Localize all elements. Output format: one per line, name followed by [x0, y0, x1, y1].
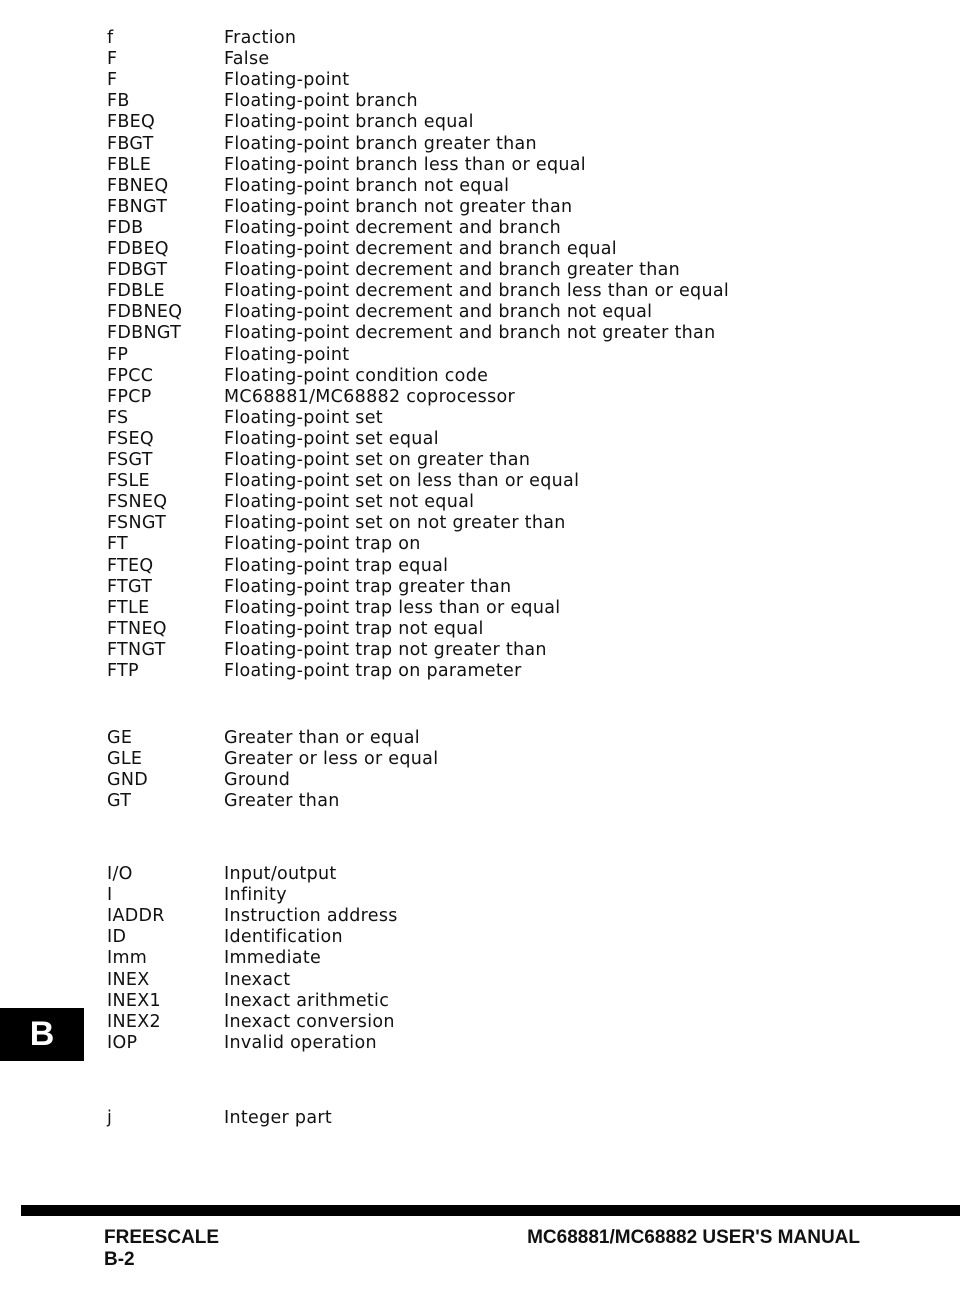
entry-description: Floating-point trap not equal: [224, 618, 484, 639]
entry-abbreviation: FT: [107, 534, 129, 555]
entry-description: Floating-point branch greater than: [224, 133, 537, 154]
entry-description: Invalid operation: [224, 1032, 377, 1053]
entry-description: MC68881/MC68882 coprocessor: [224, 386, 516, 407]
entry-description: Floating-point decrement and branch not equal: [224, 302, 653, 323]
entry-abbreviation: ID: [107, 927, 127, 948]
glossary-entry: [0, 661, 980, 682]
entry-description: Floating-point branch not equal: [224, 175, 510, 196]
entry-abbreviation: FDB: [107, 217, 144, 238]
entry-abbreviation: FPCC: [107, 365, 154, 386]
glossary-entry: [0, 534, 980, 555]
entry-description: Inexact conversion: [224, 1011, 395, 1032]
entry-description: Floating-point trap on parameter: [224, 661, 522, 681]
entry-abbreviation: GT: [107, 791, 132, 812]
entry-description: Inexact: [224, 969, 291, 990]
glossary-entry: [0, 70, 980, 91]
entry-description: Floating-point set equal: [224, 428, 439, 449]
entry-description: False: [224, 49, 270, 70]
entry-abbreviation: FDBNEQ: [107, 302, 183, 323]
glossary-entry: [0, 991, 980, 1012]
entry-abbreviation: FTNGT: [107, 639, 166, 660]
entry-abbreviation: GND: [107, 770, 149, 791]
entry-description: Floating-point: [224, 344, 350, 365]
entry-description: Floating-point trap on: [224, 534, 421, 555]
entry-abbreviation: FBNEQ: [107, 175, 169, 196]
entry-description: Ground: [224, 770, 291, 791]
entry-abbreviation: FSLE: [107, 471, 150, 492]
entry-description: Floating-point decrement and branch less than or equal: [224, 281, 730, 302]
entry-abbreviation: FSEQ: [107, 428, 154, 449]
entry-description: Integer part: [224, 1108, 333, 1128]
glossary-entry: [0, 864, 980, 885]
entry-description: Floating-point trap equal: [224, 555, 449, 576]
glossary-entry: [0, 49, 980, 70]
glossary-entry: [0, 619, 980, 640]
entry-abbreviation: FDBEQ: [107, 239, 169, 259]
entry-abbreviation: IOP: [107, 1032, 138, 1053]
entry-abbreviation: f: [107, 28, 114, 48]
entry-abbreviation: INEX: [107, 969, 150, 990]
entry-description: Floating-point set on less than or equal: [224, 471, 580, 492]
entry-description: Floating-point trap greater than: [224, 576, 512, 597]
glossary-entry: [0, 345, 980, 366]
glossary-entry: [0, 640, 980, 661]
footer-manual-title: MC68881/MC68882 USER'S MANUAL: [527, 1227, 860, 1248]
glossary-entry: [0, 408, 980, 429]
glossary-entry: [0, 450, 980, 471]
entry-abbreviation: FTGT: [107, 576, 153, 597]
glossary-entry: [0, 927, 980, 948]
glossary-entry: [0, 155, 980, 176]
entry-abbreviation: FBLE: [107, 154, 152, 175]
glossary-entry: [0, 323, 980, 344]
glossary-entry: [0, 1033, 980, 1054]
entry-abbreviation: GE: [107, 728, 133, 748]
entry-description: Floating-point branch not greater than: [224, 196, 573, 217]
entry-description: Floating-point decrement and branch not greater than: [224, 323, 716, 344]
glossary-entry: [0, 387, 980, 408]
entry-description: Immediate: [224, 948, 322, 969]
entry-abbreviation: FBGT: [107, 133, 154, 154]
entry-abbreviation: FDBGT: [107, 260, 168, 281]
entry-description: Input/output: [224, 864, 337, 884]
entry-description: Floating-point branch: [224, 91, 418, 112]
entry-description: Floating-point set on not greater than: [224, 513, 566, 534]
entry-abbreviation: FPCP: [107, 386, 152, 407]
entry-description: Floating-point decrement and branch: [224, 217, 562, 238]
entry-abbreviation: FSNEQ: [107, 492, 168, 513]
entry-description: Floating-point decrement and branch greater than: [224, 260, 681, 281]
glossary-entry: [0, 728, 980, 749]
entry-abbreviation: GLE: [107, 749, 143, 770]
glossary-entry: [0, 1108, 980, 1129]
entry-abbreviation: FSGT: [107, 450, 153, 470]
entry-description: Identification: [224, 927, 343, 948]
entry-abbreviation: I/O: [107, 864, 133, 884]
glossary-entry: [0, 556, 980, 577]
entry-abbreviation: FB: [107, 91, 130, 112]
entry-description: Greater than: [224, 791, 340, 812]
entry-abbreviation: FTEQ: [107, 555, 154, 576]
entry-description: Floating-point trap not greater than: [224, 639, 547, 660]
entry-description: Instruction address: [224, 906, 398, 927]
entry-abbreviation: IADDR: [107, 906, 165, 927]
glossary-entry: [0, 885, 980, 906]
entry-description: Floating-point: [224, 70, 350, 91]
entry-description: Floating-point trap less than or equal: [224, 597, 561, 618]
entry-abbreviation: FS: [107, 407, 129, 428]
glossary-entry: [0, 28, 980, 49]
entry-abbreviation: FTLE: [107, 597, 150, 618]
glossary-entry: [0, 598, 980, 619]
glossary-entry: [0, 577, 980, 598]
footer-left: [104, 1227, 219, 1271]
glossary-entry: [0, 791, 980, 812]
footer-rule: [21, 1205, 960, 1216]
appendix-tab-marker: B: [0, 1008, 84, 1061]
entry-abbreviation: F: [107, 49, 118, 70]
entry-abbreviation: FTNEQ: [107, 618, 167, 639]
entry-description: Floating-point set not equal: [224, 492, 475, 513]
entry-abbreviation: FDBNGT: [107, 323, 182, 344]
glossary-entry: [0, 970, 980, 991]
entry-abbreviation: INEX1: [107, 990, 161, 1011]
glossary-entry: [0, 239, 980, 260]
entry-abbreviation: Imm: [107, 948, 148, 969]
glossary-entry: [0, 492, 980, 513]
entry-description: Floating-point condition code: [224, 365, 489, 386]
entry-abbreviation: I: [107, 885, 113, 906]
entry-abbreviation: FSNGT: [107, 513, 167, 534]
footer-publisher: FREESCALE: [104, 1227, 220, 1248]
entry-abbreviation: INEX2: [107, 1011, 161, 1032]
entry-description: Floating-point set on greater than: [224, 450, 531, 470]
entry-description: Floating-point branch less than or equal: [224, 154, 586, 175]
glossary-entry: [0, 91, 980, 112]
glossary-entry: [0, 429, 980, 450]
glossary-entry: [0, 134, 980, 155]
glossary-entry: [0, 176, 980, 197]
entry-abbreviation: FBNGT: [107, 196, 168, 217]
entry-abbreviation: FBEQ: [107, 112, 156, 133]
entry-description: Greater or less or equal: [224, 749, 439, 770]
entry-abbreviation: FTP: [107, 661, 139, 681]
glossary-entry: [0, 906, 980, 927]
footer-page-number: B-2: [104, 1249, 135, 1270]
glossary-entry: [0, 281, 980, 302]
entry-description: Greater than or equal: [224, 728, 420, 748]
entry-description: Fraction: [224, 28, 297, 48]
glossary-entry: [0, 218, 980, 239]
entry-description: Infinity: [224, 885, 287, 906]
glossary-entry: [0, 770, 980, 791]
glossary-entry: [0, 749, 980, 770]
entry-abbreviation: j: [107, 1108, 113, 1128]
entry-abbreviation: FP: [107, 344, 129, 365]
glossary-entry: [0, 260, 980, 281]
glossary-entry: [0, 948, 980, 969]
entry-description: Floating-point decrement and branch equal: [224, 239, 617, 259]
glossary-entry: [0, 112, 980, 133]
entry-description: Floating-point branch equal: [224, 112, 474, 133]
entry-abbreviation: F: [107, 70, 118, 91]
glossary-entry: [0, 1012, 980, 1033]
entry-description: Inexact arithmetic: [224, 990, 390, 1011]
glossary-entry: [0, 302, 980, 323]
entry-abbreviation: FDBLE: [107, 281, 165, 302]
glossary-entry: [0, 471, 980, 492]
glossary-entry: [0, 513, 980, 534]
glossary-entry: [0, 366, 980, 387]
entry-description: Floating-point set: [224, 407, 383, 428]
glossary-entry: [0, 197, 980, 218]
